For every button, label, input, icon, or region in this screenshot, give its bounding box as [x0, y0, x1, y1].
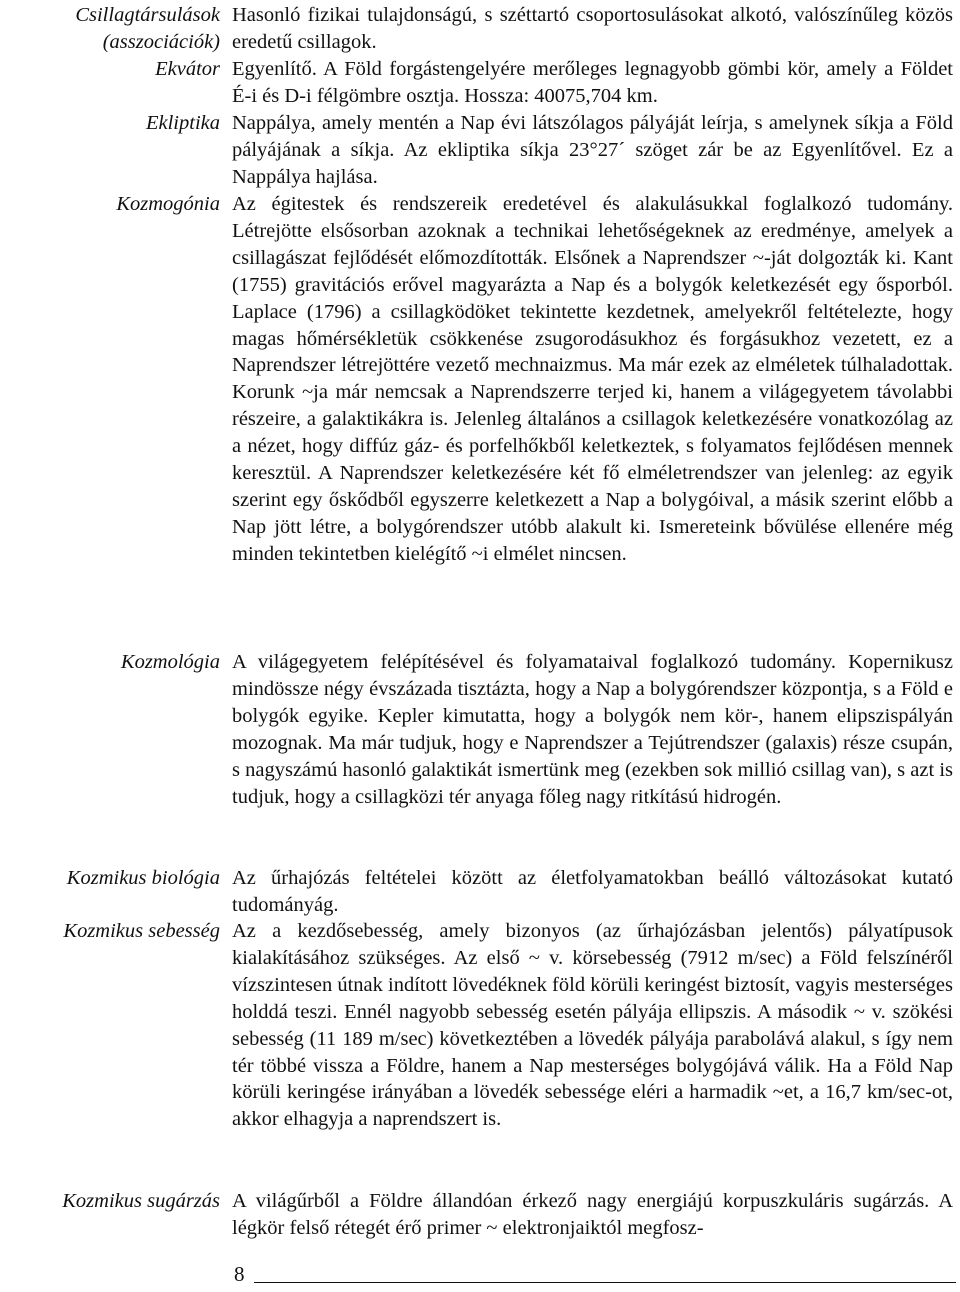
entry-term-line: Kozmikus sugárzás — [62, 1190, 220, 1212]
entry-term-line: Ekliptika — [145, 112, 220, 134]
entry-term — [0, 56, 220, 83]
entry-term-line: Kozmikus sebesség — [63, 920, 220, 942]
entry-term-line: Kozmogónia — [116, 193, 220, 215]
entry-term — [0, 649, 220, 676]
entry-definition: Hasonló fizikai tulajdonságú, s széttartó csoportosulásokat alkotó, valószínűleg közös eredetű csillagok. — [232, 4, 953, 53]
entry-definition: A világűrből a Földre állandóan érkező nagy energiájú korpuszkuláris sugárzás. A légkör felső rétegét érő primer ~ elektronjaiktól megfosz- — [232, 1190, 953, 1239]
entry-term — [0, 865, 220, 892]
entry-definition: A világegyetem felépítésével és folyamataival foglalkozó tudomány. Kopernikusz mindössze négy évszázada tisztázta, hogy a Nap a bolygórendszer központja, s a Föld e bolygók egyike. Kepler kimutatta, hogy a bolygók nem kör-, hanem elipszispályán mozognak. Ma már tudjuk, hogy e Naprendszer a Tejútrendszer (galaxis) része csupán, s nagyszámú hasonló galaktikát ismertünk meg (ezekben sok millió csillag van), s azt is tudjuk, hogy a csillagközi tér anyaga főleg nagy ritkítású hidrogén. — [232, 651, 953, 808]
entry-term — [0, 191, 220, 218]
entry-term-line: Kozmológia — [120, 651, 220, 673]
entry-definition: Egyenlítő. A Föld forgástengelyére merőleges legnagyobb gömbi kör, amely a Földet É-i és D-i félgömbre osztja. Hossza: 40075,704 km. — [232, 58, 953, 107]
entry-definition: Az a kezdősebesség, amely bizonyos (az űrhajózásban jelentős) pályatípusok kialakításához szükséges. Az első ~ v. körsebesség (7912 m/sec) a Föld felszínéről vízszintesen útnak indított lövedéknek föld körüli keringést biztosít, vagyis mesterséges holddá teszi. Ennél nagyobb sebesség esetén pályája ellipszis. A második ~ v. szökési sebesség (11 189 m/sec) következtében a lövedék pályája parabolává alakul, s így nem tér többé vissza a Földre, hanem a Nap mesterséges bolygójává válik. Ha a Föld Nap körüli keringése irányában a lövedék sebessége eléri a harmadik ~et, a 16,7 km/sec-ot, akkor elhagyja a naprendszert is. — [232, 920, 953, 1131]
entry-term — [0, 2, 220, 56]
entry-term — [0, 918, 220, 945]
entry-definition: Nappálya, amely mentén a Nap évi látszólagos pályáját leírja, s amelynek síkja a Föld pályájának a síkja. Az ekliptika síkja 23°27´ szöget zár be az Egyenlítővel. Ez a Nappálya hajlása. — [232, 112, 953, 188]
entry-term-line: (asszociációk) — [102, 30, 220, 53]
entry-term — [0, 110, 220, 137]
entry-term-line: Ekvátor — [155, 58, 220, 80]
entry-term-line: Csillagtársulások — [75, 4, 220, 26]
entry-definition: Az űrhajózás feltételei között az életfolyamatokban beálló változásokat kutató tudományág. — [232, 867, 953, 916]
page-number: 8 — [234, 1262, 245, 1286]
page-footer — [232, 1261, 956, 1291]
footer-rule — [254, 1282, 956, 1283]
entry-definition: Az égitestek és rendszereik eredetével és alakulásukkal foglalkozó tudomány. Létrejötte elsősorban azoknak a technikai lehetőségeknek az eredménye, amelyek a csillagászat fejlődését előmozdították. Elsőnek a Naprendszer ~-ját dolgozták ki. Kant (1755) gravitációs erővel magyarázta a Nap és a bolygók keletkezését egy ősporból. Laplace (1796) a csillagködöket tekintette kezdetnek, amelyekről feltételezte, hogy magas hőmérsékletük csökkenése zsugorodásukhoz és forgásukhoz vezetett, ez a Naprendszer létrejöttére vezető mechnaizmus. Ma már ezek az elméletek túlhaladottak. Korunk ~ja már nemcsak a Naprendszerre terjed ki, hanem a világegyetem távolabbi részeire, a galaktikákra is. Jelenleg általános a csillagok keletkezésére vonatkozólag az a nézet, hogy diffúz gáz- és porfelhőkből keletkeztek, s folyamatos fejlődésen mennek keresztül. A Naprendszer keletkezésére két fő elméletrendszer van jelenleg: az egyik szerint egy őskődből egyszerre keletkezett a Nap a bolygóival, a másik szerint előbb a Nap jött létre, a bolygórendszer utóbb alakult ki. Ismereteink bővülése ellenére még minden tekintetben kielégítő ~i elmélet nincsen. — [232, 193, 953, 565]
entry-term-line: Kozmikus biológia — [66, 867, 220, 889]
entry-term — [0, 1188, 220, 1215]
